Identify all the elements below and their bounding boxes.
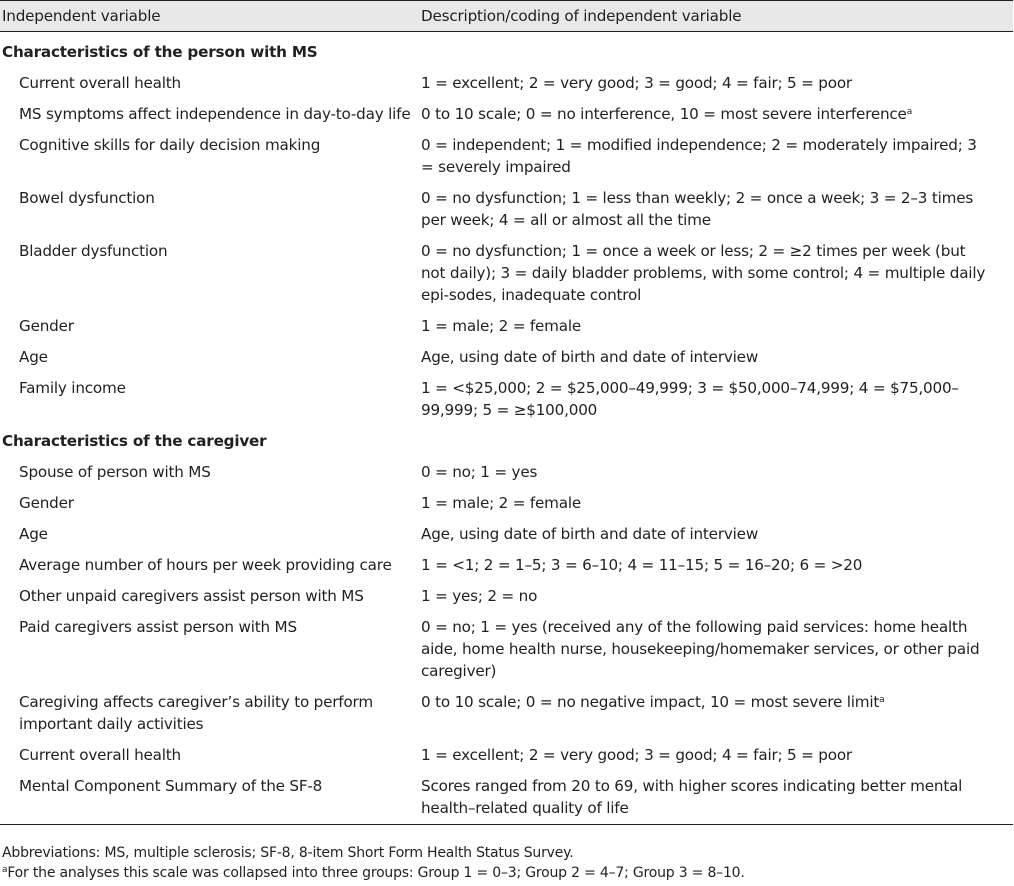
description-cell	[421, 63, 1013, 94]
description-text: 0 to 10 scale; 0 = no negative impact, 10 = most severe limit	[421, 693, 880, 711]
table-footnotes	[2, 843, 745, 883]
table-row	[0, 682, 1013, 735]
description-text: Scores ranged from 20 to 69, with higher scores indicating better mental health–related quality of life	[421, 777, 963, 817]
table-row	[0, 576, 1013, 607]
description-cell	[421, 452, 1013, 483]
variable-cell: Age	[19, 525, 48, 543]
footnote-a-mark: a	[2, 865, 8, 875]
variable-cell: Other unpaid caregivers assist person with MS	[19, 587, 364, 605]
table-row	[0, 452, 1013, 483]
table-row	[0, 607, 1013, 682]
variable-cell: MS symptoms affect independence in day-to-day life	[19, 105, 411, 123]
description-text: 0 = no dysfunction; 1 = less than weekly; 2 = once a week; 3 = 2–3 times per week; 4 = all or almost all the time	[421, 189, 974, 229]
description-cell	[421, 306, 1013, 337]
variable-cell: Gender	[19, 494, 74, 512]
description-text: 0 = no; 1 = yes (received any of the following paid services: home health aide, home health nurse, housekeeping/homemaker services, or other paid caregiver)	[421, 618, 980, 680]
description-text: 1 = <$25,000; 2 = $25,000–49,999; 3 = $50,000–74,999; 4 = $75,000–99,999; 5 = ≥$100,000	[421, 379, 959, 419]
variable-cell: Current overall health	[19, 74, 181, 92]
description-cell	[421, 545, 1013, 576]
table-body	[0, 32, 1013, 825]
description-cell	[421, 682, 1013, 735]
description-cell	[421, 514, 1013, 545]
description-cell	[421, 368, 1013, 421]
description-text: Age, using date of birth and date of interview	[421, 525, 759, 543]
variable-cell: Mental Component Summary of the SF-8	[0, 766, 421, 825]
section-header-row	[0, 421, 1013, 452]
variable-cell: Spouse of person with MS	[19, 463, 211, 481]
description-cell	[421, 94, 1013, 125]
table-row	[0, 306, 1013, 337]
table-row	[0, 514, 1013, 545]
description-text: 1 = <1; 2 = 1–5; 3 = 6–10; 4 = 11–15; 5 = 16–20; 6 = >20	[421, 556, 863, 574]
description-text: 1 = male; 2 = female	[421, 494, 582, 512]
footnote-marker: a	[906, 107, 913, 117]
table-row	[0, 231, 1013, 306]
description-cell	[421, 576, 1013, 607]
table-row	[0, 545, 1013, 576]
variable-cell: Current overall health	[19, 746, 181, 764]
variable-cell: Caregiving affects caregiver’s ability to perform important daily activities	[19, 693, 373, 733]
section-title: Characteristics of the caregiver	[2, 432, 267, 450]
description-cell	[421, 125, 1013, 178]
description-text: 0 to 10 scale; 0 = no interference, 10 = most severe interference	[421, 105, 907, 123]
description-cell	[421, 766, 1013, 825]
description-text: 1 = excellent; 2 = very good; 3 = good; 4 = fair; 5 = poor	[421, 74, 852, 92]
table-row	[0, 735, 1013, 766]
footnote-marker: a	[879, 695, 885, 705]
variable-cell: Paid caregivers assist person with MS	[19, 618, 297, 636]
description-cell	[421, 337, 1013, 368]
description-cell	[421, 483, 1013, 514]
section-title: Characteristics of the person with MS	[2, 43, 318, 61]
header-description: Description/coding of independent variable	[421, 1, 1013, 32]
table-row	[0, 368, 1013, 421]
footnote-abbreviations: Abbreviations: MS, multiple sclerosis; SF-8, 8-item Short Form Health Status Survey.	[2, 845, 574, 861]
description-text: 0 = no; 1 = yes	[421, 463, 538, 481]
description-cell	[421, 607, 1013, 682]
description-text: 1 = yes; 2 = no	[421, 587, 538, 605]
footnote-a-text: For the analyses this scale was collapsed into three groups: Group 1 = 0–3; Group 2 = 4–7; Group 3 = 8–10.	[7, 865, 745, 881]
description-text: 0 = independent; 1 = modified independence; 2 = moderately impaired; 3 = severely impaired	[421, 136, 977, 176]
table-row	[0, 337, 1013, 368]
table-row	[0, 178, 1013, 231]
description-cell	[421, 735, 1013, 766]
description-cell	[421, 178, 1013, 231]
variable-cell: Average number of hours per week providing care	[19, 556, 392, 574]
description-text: 1 = male; 2 = female	[421, 317, 582, 335]
table-header-row	[0, 1, 1013, 32]
variable-cell: Gender	[19, 317, 74, 335]
variable-cell: Family income	[19, 379, 126, 397]
section-header-row	[0, 32, 1013, 64]
table-row	[0, 766, 1013, 825]
variable-cell: Bladder dysfunction	[19, 242, 168, 260]
description-text: 0 = no dysfunction; 1 = once a week or less; 2 = ≥2 times per week (but not daily); 3 = daily bladder problems, with some control; 4 = multiple daily epi-sodes, inadequate control	[421, 242, 986, 304]
table-row	[0, 125, 1013, 178]
description-text: 1 = excellent; 2 = very good; 3 = good; 4 = fair; 5 = poor	[421, 746, 852, 764]
variable-cell: Age	[19, 348, 48, 366]
variable-cell: Bowel dysfunction	[19, 189, 155, 207]
description-cell	[421, 231, 1013, 306]
footnote-a	[2, 863, 745, 883]
description-text: Age, using date of birth and date of interview	[421, 348, 759, 366]
table-row	[0, 63, 1013, 94]
table-row	[0, 483, 1013, 514]
variable-cell: Cognitive skills for daily decision making	[19, 136, 321, 154]
table-row	[0, 94, 1013, 125]
header-independent-variable: Independent variable	[0, 1, 421, 32]
